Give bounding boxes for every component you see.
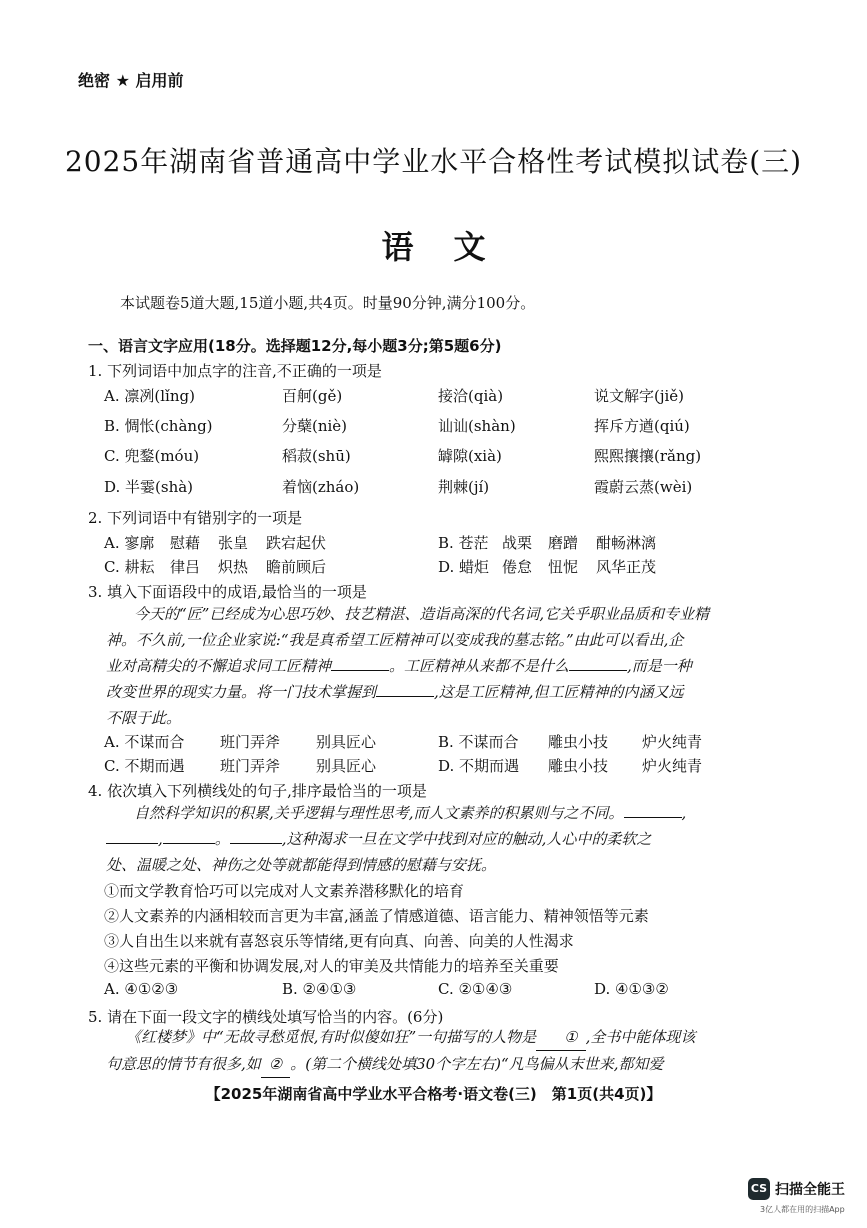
watermark-tagline: 3亿人都在用的扫描App (760, 1205, 845, 1214)
q4-option: C. ②①④③ (438, 980, 513, 998)
q1-option-a3: 接洽(qià) (438, 387, 504, 405)
passage-line: 神。不久前,一位企业家说:“我是真希望工匠精神可以变成我的墓志铭。”由此可以看出,企 (106, 631, 684, 649)
passage-line (106, 1024, 756, 1051)
question-2-stem: 2. 下列词语中有错别字的一项是 (88, 509, 303, 527)
subject-title: 语文 (381, 228, 526, 266)
q2-word: B. 苍茫 (438, 534, 489, 552)
q3-option: A. 不谋而合 (104, 733, 185, 751)
q2-word: 酣畅淋漓 (596, 534, 657, 552)
q4-sentence: ④这些元素的平衡和协调发展,对人的审美及共情能力的培养至关重要 (104, 957, 559, 975)
q4-option: B. ②④①③ (282, 980, 357, 998)
q2-word: 跌宕起伏 (266, 534, 327, 552)
q1-option-d4: 霞蔚云蒸(wèi) (594, 478, 693, 496)
q1-option-c2: 稻菽(shū) (282, 447, 351, 465)
answer-blank (624, 803, 682, 818)
passage-text: ,这种渴求一旦在文学中找到对应的触动,人心中的柔软之 (281, 830, 652, 848)
question-1-stem: 1. 下列词语中加点字的注音,不正确的一项是 (88, 362, 382, 380)
question-4-passage (106, 800, 746, 878)
q2-word: C. 耕耘 (104, 558, 155, 576)
passage-line: 不限于此。 (106, 709, 182, 727)
question-4-stem: 4. 依次填入下列横线处的句子,排序最恰当的一项是 (88, 782, 427, 800)
passage-line: 今天的“匠”已经成为心思巧妙、技艺精湛、造诣高深的代名词,它关乎职业品质和专业精 (134, 605, 710, 623)
q3-option: 炉火纯青 (642, 733, 703, 751)
answer-blank (376, 682, 434, 697)
q3-option: 炉火纯青 (642, 757, 703, 775)
q3-option: 别具匠心 (316, 733, 377, 751)
q4-sentence: ③人自出生以来就有喜怒哀乐等情绪,更有向真、向善、向美的人性渴求 (104, 932, 574, 950)
q2-word: 张皇 (218, 534, 249, 552)
passage-line (106, 679, 746, 705)
q3-option: D. 不期而遇 (438, 757, 520, 775)
answer-blank (569, 656, 627, 671)
q1-option-b3: 讪讪(shàn) (438, 417, 516, 435)
q2-word: A. 寥廓 (104, 534, 155, 552)
q2-word: 风华正茂 (596, 558, 657, 576)
q2-word: 慰藉 (170, 534, 201, 552)
passage-text: 句意思的情节有很多,如 (106, 1055, 261, 1073)
q3-option: 班门弄斧 (220, 733, 281, 751)
passage-line (106, 653, 746, 679)
exam-info: 本试题卷5道大题,15道小题,共4页。时量90分钟,满分100分。 (120, 294, 536, 312)
section-heading: 一、语言文字应用(18分。选择题12分,每小题3分;第5题6分) (88, 337, 502, 355)
answer-blank (230, 829, 282, 844)
answer-blank-2: ② (261, 1051, 290, 1078)
passage-text: 。工匠精神从来都不是什么 (389, 657, 570, 675)
answer-blank (163, 829, 215, 844)
q4-sentence: ②人文素养的内涵相较而言更为丰富,涵盖了情感道德、语言能力、精神领悟等元素 (104, 907, 649, 925)
q1-option-c4: 熙熙攘攘(rǎng) (594, 447, 702, 465)
q1-option-d2: 着恼(zháo) (282, 478, 360, 496)
q3-option: 别具匠心 (316, 757, 377, 775)
q1-option-c1: C. 兜鍪(móu) (104, 447, 200, 465)
passage-text: 《红楼梦》中“无故寻愁觅恨,有时似傻如狂”一句描写的人物是 (126, 1028, 537, 1046)
q2-word: 倦怠 (502, 558, 533, 576)
q1-option-a2: 百舸(gě) (282, 387, 343, 405)
question-3-passage (106, 601, 746, 731)
q2-word: 忸怩 (548, 558, 579, 576)
q4-option: A. ④①②③ (104, 980, 179, 998)
passage-line: 自然科学知识的积累,关乎逻辑与理性思考,而人文素养的积累则与之不同。 , (134, 804, 687, 822)
q4-option: D. ④①③② (594, 980, 669, 998)
q2-word: 瞻前顾后 (266, 558, 327, 576)
scanner-watermark (748, 1178, 845, 1200)
page-footer: 【2025年湖南省高中学业水平合格考·语文卷(三) 第1页(共4页)】 (205, 1085, 662, 1103)
q1-option-b2: 分蘖(niè) (282, 417, 348, 435)
q1-option-a4: 说文解字(jiě) (594, 387, 685, 405)
q1-option-c3: 罅隙(xià) (438, 447, 502, 465)
question-5-passage (106, 1024, 756, 1078)
answer-blank-1: ① (536, 1024, 585, 1051)
cs-logo-icon: CS (748, 1178, 770, 1200)
q2-word: 磨蹭 (548, 534, 579, 552)
passage-text: 改变世界的现实力量。将一门技术掌握到 (106, 683, 377, 701)
q3-option: B. 不谋而合 (438, 733, 519, 751)
q1-option-a1: A. 凛冽(lǐng) (104, 387, 195, 405)
q2-word: D. 蜡炬 (438, 558, 490, 576)
question-3-stem: 3. 填入下面语段中的成语,最恰当的一项是 (88, 583, 367, 601)
passage-text: ,这是工匠精神,但工匠精神的内涵又远 (434, 683, 684, 701)
q3-option: C. 不期而遇 (104, 757, 185, 775)
q3-option: 雕虫小技 (548, 733, 609, 751)
confidential-label: 绝密 ★ 启用前 (78, 71, 184, 90)
q1-option-d1: D. 半霎(shà) (104, 478, 194, 496)
passage-line: 处、温暖之处、神伤之处等就都能得到情感的慰藉与安抚。 (106, 856, 497, 874)
passage-text: 自然科学知识的积累,关乎逻辑与理性思考,而人文素养的积累则与之不同。 (134, 804, 624, 822)
passage-text: 业对高精尖的不懈追求同工匠精神 (106, 657, 332, 675)
q2-word: 律吕 (170, 558, 201, 576)
answer-blank (331, 656, 389, 671)
q2-word: 炽热 (218, 558, 249, 576)
question-5-stem: 5. 请在下面一段文字的横线处填写恰当的内容。(6分) (88, 1008, 444, 1026)
answer-blank (106, 829, 158, 844)
q2-word: 战栗 (502, 534, 533, 552)
passage-line: , 。 ,这种渴求一旦在文学中找到对应的触动,人心中的柔软之 (106, 826, 746, 852)
watermark-name: 扫描全能王 (775, 1182, 845, 1198)
passage-text: ,而是一种 (627, 657, 692, 675)
q1-option-b4: 挥斥方遒(qiú) (594, 417, 690, 435)
passage-line (106, 1051, 756, 1078)
q1-option-b1: B. 惆怅(chàng) (104, 417, 213, 435)
q4-sentence: ①而文学教育恰巧可以完成对人文素养潜移默化的培育 (104, 882, 465, 900)
passage-text: 。(第二个横线处填30个字左右)“凡鸟偏从末世来,都知爱 (290, 1055, 664, 1073)
exam-title: 2025年湖南省普通高中学业水平合格性考试模拟试卷(三) (64, 145, 803, 178)
passage-text: ,全书中能体现该 (585, 1028, 696, 1046)
q3-option: 雕虫小技 (548, 757, 609, 775)
q3-option: 班门弄斧 (220, 757, 281, 775)
q1-option-d3: 荆棘(jí) (438, 478, 490, 496)
